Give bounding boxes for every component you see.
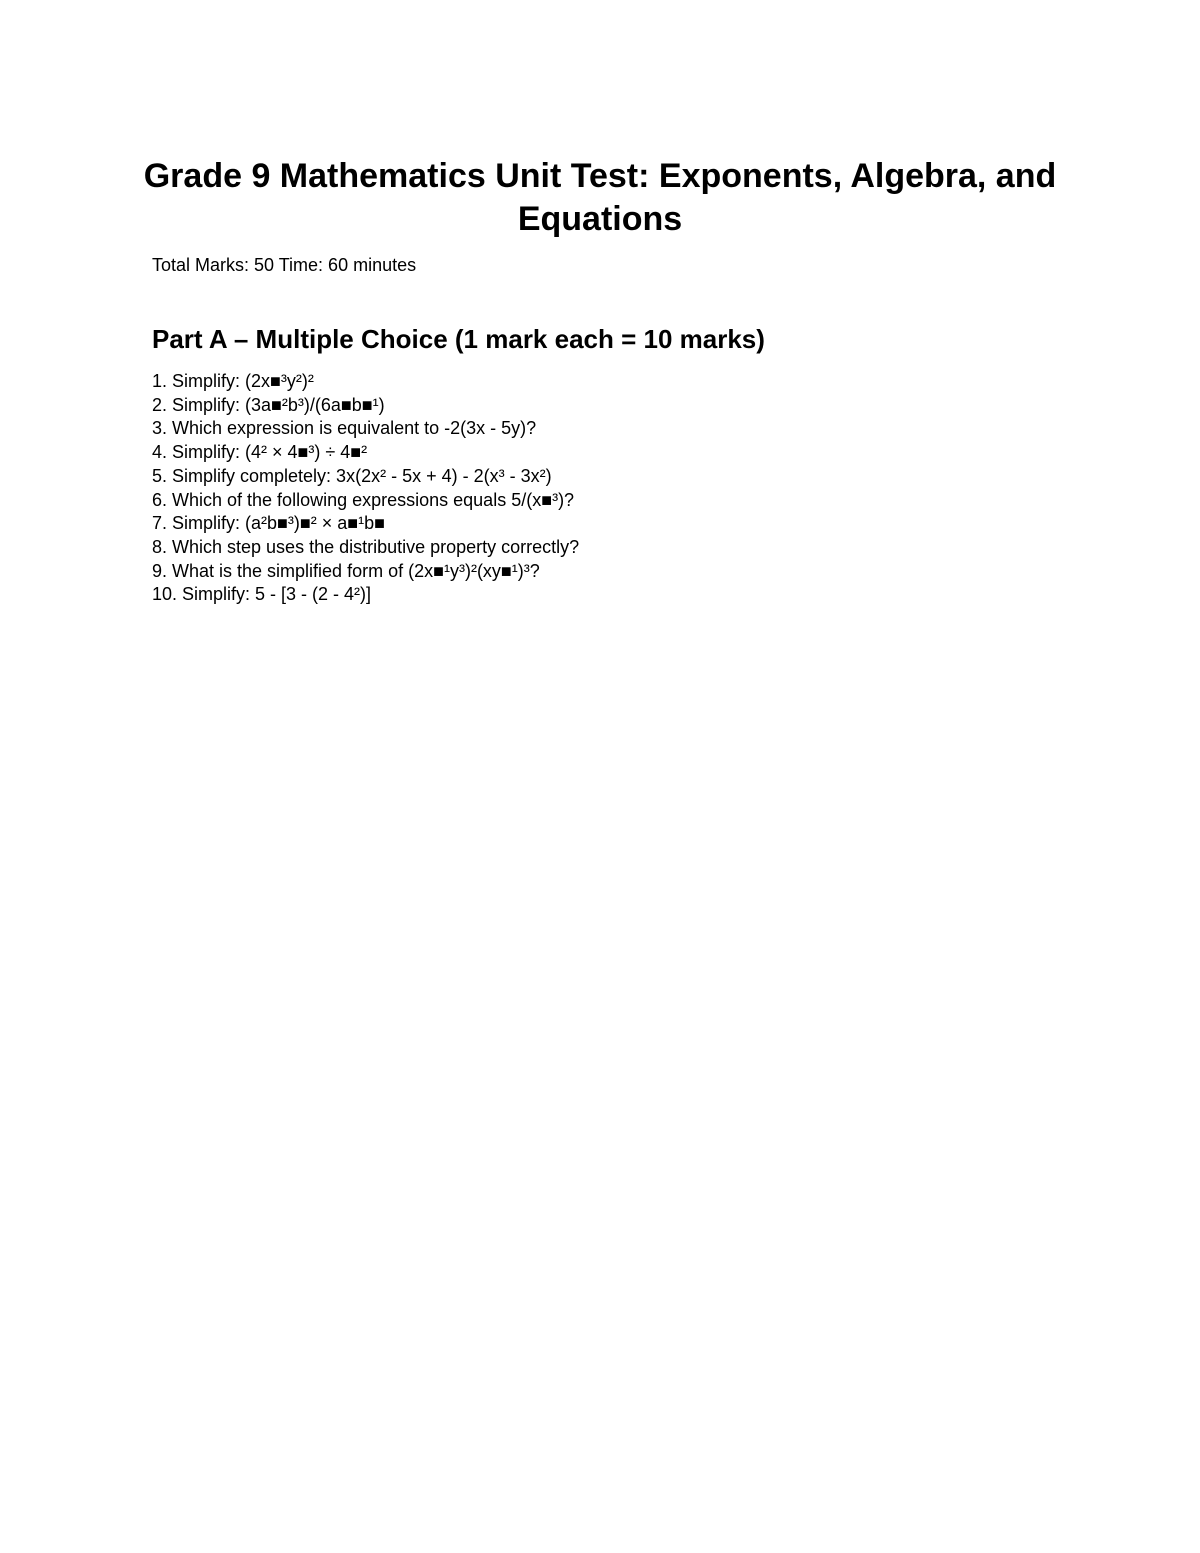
section-heading-part-a: Part A – Multiple Choice (1 mark each = 10 marks) [152,324,765,354]
question-item: 7. Simplify: (a²b■³)■² × a■¹b■ [152,513,386,534]
question-item: 4. Simplify: (4² × 4■³) ÷ 4■² [152,442,368,463]
question-item: 3. Which expression is equivalent to -2(3x - 5y)? [152,418,537,439]
question-item: 8. Which step uses the distributive property correctly? [152,536,580,557]
document-title: Grade 9 Mathematics Unit Test: Exponents, Algebra, and Equations [143,157,1057,238]
question-item: 9. What is the simplified form of (2x■¹y³)²(xy■¹)³? [152,560,540,581]
question-item: 10. Simplify: 5 - [3 - (2 - 4²)] [152,584,372,605]
question-list [152,370,579,607]
question-item: 6. Which of the following expressions equals 5/(x■³)? [152,489,575,510]
question-item: 5. Simplify completely: 3x(2x² - 5x + 4) - 2(x³ - 3x²) [152,465,552,486]
question-item: 1. Simplify: (2x■³y²)² [152,371,314,391]
test-details: Total Marks: 50 Time: 60 minutes [152,255,417,275]
question-item: 2. Simplify: (3a■²b³)/(6a■b■¹) [152,394,385,415]
